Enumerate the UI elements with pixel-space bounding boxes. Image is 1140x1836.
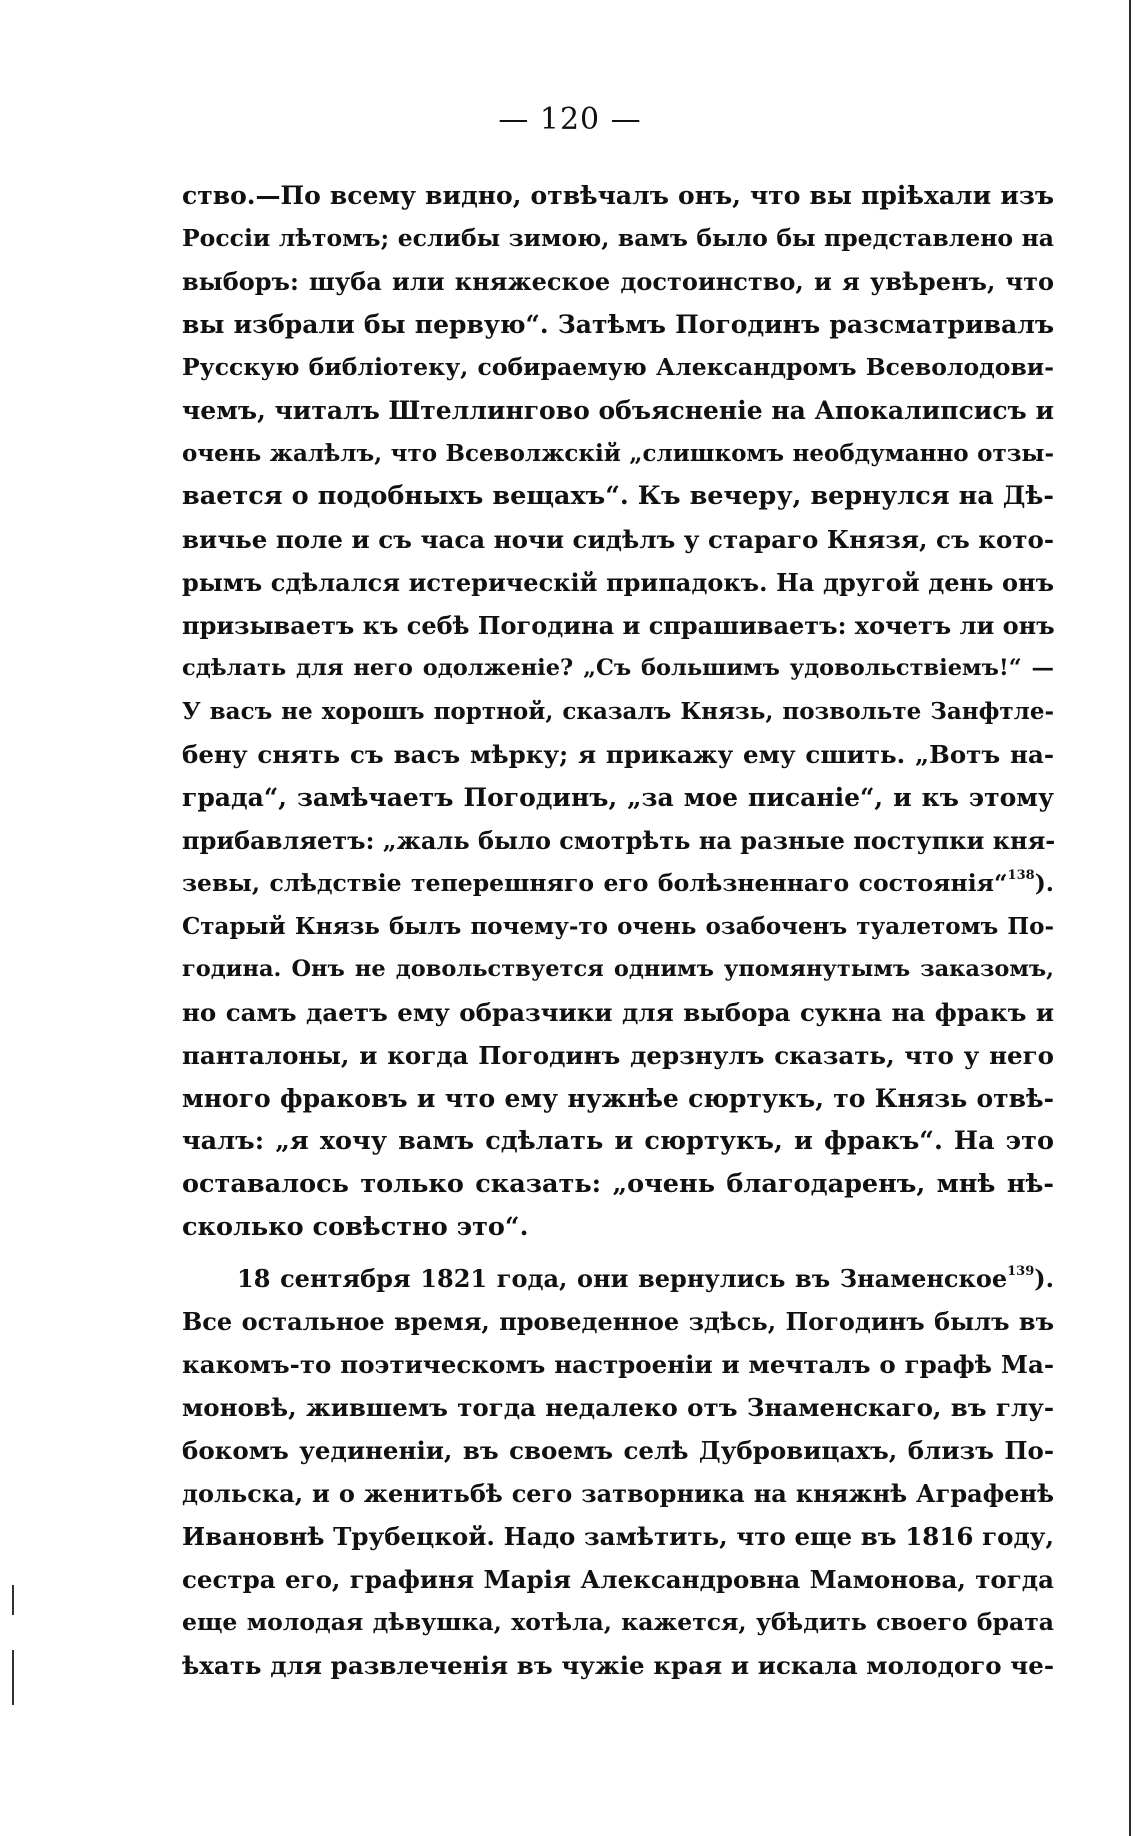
line-text: У васъ не хорошъ портной, сказалъ Князь, позвольте Занфтле- xyxy=(182,698,1054,725)
line-text: бену снять съ васъ мѣрку; я прикажу ему сшить. „Вотъ на- xyxy=(182,740,1054,769)
line-text: Все остальное время, проведенное здѣсь, Погодинъ былъ въ xyxy=(182,1307,1054,1336)
text-line xyxy=(182,1206,1054,1249)
line-text: какомъ-то поэтическомъ настроеніи и мечталъ о графѣ Ма- xyxy=(182,1350,1054,1379)
line-text: бокомъ уединеніи, въ своемъ селѣ Дубровицахъ, близъ По- xyxy=(182,1436,1054,1465)
line-text-tail: ). xyxy=(1034,1264,1054,1293)
text-line xyxy=(182,303,1054,346)
text-line xyxy=(182,690,1054,733)
page-number: — 120 — xyxy=(498,102,642,137)
footnote-marker[interactable]: 138 xyxy=(1007,868,1035,883)
text-line xyxy=(182,389,1054,432)
text-line xyxy=(182,948,1054,991)
text-line xyxy=(182,1077,1054,1120)
text-line xyxy=(182,733,1054,776)
text-line xyxy=(182,346,1054,389)
line-text: година. Онъ не довольствуется однимъ упомянутымъ заказомъ, xyxy=(182,956,1054,982)
page-edge-line xyxy=(1129,0,1131,1836)
paragraph xyxy=(182,174,1054,1249)
text-line xyxy=(182,905,1054,948)
scan-margin-mark xyxy=(12,1585,14,1615)
text-line xyxy=(182,432,1054,475)
text-line xyxy=(182,1034,1054,1077)
text-line xyxy=(182,604,1054,647)
text-line xyxy=(182,1515,1054,1558)
line-text: града“, замѣчаетъ Погодинъ, „за мое писаніе“, и къ этому xyxy=(182,783,1054,812)
line-text-tail: ). xyxy=(1034,869,1054,897)
line-text: призываетъ къ себѣ Погодина и спрашиваетъ: хочетъ ли онъ xyxy=(182,611,1055,640)
text-line xyxy=(182,1601,1054,1644)
text-line xyxy=(182,1300,1054,1343)
line-text: 18 сентября 1821 года, они вернулись въ Знаменское xyxy=(237,1264,1008,1293)
text-line xyxy=(182,518,1054,561)
text-line xyxy=(182,1472,1054,1515)
text-line xyxy=(182,174,1054,217)
text-line xyxy=(182,1257,1054,1300)
text-line xyxy=(182,1343,1054,1386)
line-text: ѣхать для развлеченія въ чужіе края и искала молодого че- xyxy=(182,1651,1054,1680)
line-text: чемъ, читалъ Штеллингово объясненіе на Апокалипсисъ и xyxy=(182,396,1054,425)
line-text: еще молодая дѣвушка, хотѣла, кажется, убѣдить своего брата xyxy=(182,1608,1054,1636)
line-text: вается о подобныхъ вещахъ“. Къ вечеру, вернулся на Дѣ- xyxy=(182,481,1054,511)
line-text: оставалось только сказать: „очень благодаренъ, мнѣ нѣ- xyxy=(182,1169,1054,1199)
line-text: очень жалѣлъ, что Всеволжскій „слишкомъ необдуманно отзы- xyxy=(182,440,1054,467)
text-line xyxy=(182,991,1054,1034)
line-text: сколько совѣстно это“. xyxy=(182,1212,529,1242)
line-text: выборъ: шуба или княжеское достоинство, и я увѣренъ, что xyxy=(182,267,1054,296)
line-text: прибавляетъ: „жаль было смотрѣть на разные поступки кня- xyxy=(182,826,1056,855)
line-text: Ивановнѣ Трубецкой. Надо замѣтить, что еще въ 1816 году, xyxy=(182,1522,1054,1551)
line-text: Русскую библіотеку, собираемую Александромъ Всеволодови- xyxy=(182,353,1054,381)
text-line xyxy=(182,647,1054,690)
text-line xyxy=(182,561,1054,604)
text-line xyxy=(182,1644,1054,1687)
text-line xyxy=(182,1163,1054,1206)
text-line xyxy=(182,862,1054,905)
text-line xyxy=(182,1120,1054,1163)
line-text: но самъ даетъ ему образчики для выбора сукна на фракъ и xyxy=(182,998,1054,1027)
line-text: сестра его, графиня Марія Александровна Мамонова, тогда xyxy=(182,1565,1054,1594)
line-text: Старый Князь былъ почему-то очень озабоченъ туалетомъ По- xyxy=(182,913,1054,940)
line-text: рымъ сдѣлался истерическій припадокъ. На другой день онъ xyxy=(182,568,1054,597)
text-line xyxy=(182,1386,1054,1429)
line-text: чалъ: „я хочу вамъ сдѣлать и сюртукъ, и фракъ“. На это xyxy=(182,1126,1054,1156)
text-line xyxy=(182,819,1054,862)
text-line xyxy=(182,1558,1054,1601)
line-text: вы избрали бы первую“. Затѣмъ Погодинъ разсматривалъ xyxy=(182,310,1054,339)
footnote-marker[interactable]: 139 xyxy=(1007,1264,1035,1279)
paragraph xyxy=(182,1257,1054,1687)
text-line xyxy=(182,217,1054,260)
body-text xyxy=(182,174,1054,1687)
text-line xyxy=(182,1429,1054,1472)
line-text: дольска, и о женитьбѣ сего затворника на княжнѣ Аграфенѣ xyxy=(182,1479,1054,1508)
scan-margin-mark xyxy=(12,1650,14,1705)
line-text: много фраковъ и что ему нужнѣе сюртукъ, то Князь отвѣ- xyxy=(182,1084,1054,1113)
line-text: вичье поле и съ часа ночи сидѣлъ у стараго Князя, съ кото- xyxy=(182,525,1054,554)
text-line xyxy=(182,776,1054,819)
line-text: ство.—По всему видно, отвѣчалъ онъ, что вы пріѣхали изъ xyxy=(182,181,1054,210)
line-text: зевы, слѣдствіе теперешняго его болѣзненнаго состоянія“ xyxy=(182,869,1008,897)
text-line xyxy=(182,475,1054,518)
line-text: панталоны, и когда Погодинъ дерзнулъ сказать, что у него xyxy=(182,1041,1054,1070)
line-text: сдѣлать для него одолженіе? „Съ большимъ удовольствіемъ!“ — xyxy=(182,655,1054,681)
line-text: моновѣ, жившемъ тогда недалеко отъ Знаменскаго, въ глу- xyxy=(182,1393,1054,1422)
text-line xyxy=(182,260,1054,303)
line-text: Россіи лѣтомъ; еслибы зимою, вамъ было бы представлено на xyxy=(182,224,1054,252)
paragraph-gap xyxy=(182,1249,1054,1257)
